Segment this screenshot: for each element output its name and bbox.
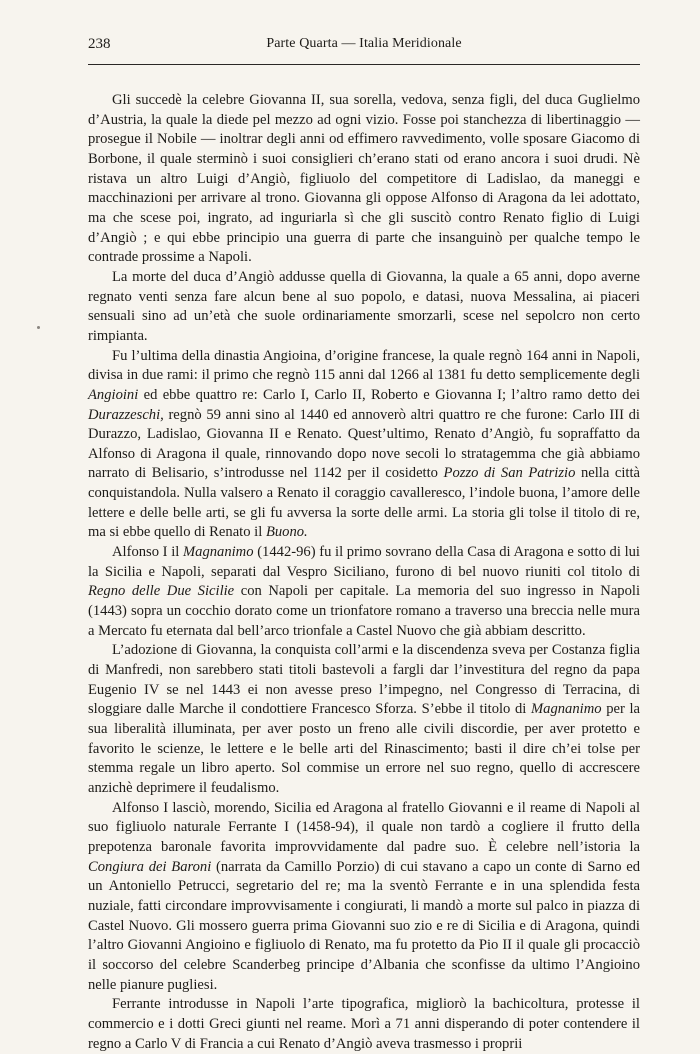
paragraph: La morte del duca d’Angiò addusse quella di Giovanna, la quale a 65 anni, dopo averne regnato venti senza fare alcun bene al suo popolo, e datasi, nuova Messalina, ai piaceri sensuali sino ad un’età che suole ordinariamente smorzarli, scese nel sepolcro non certo rimpianta. — [88, 268, 640, 344]
body-text — [88, 91, 640, 1054]
margin-dot — [37, 326, 40, 329]
page-header — [88, 36, 640, 58]
text-run: Alfonso I il — [112, 544, 183, 561]
text-run: (narrata da Camillo Porzio) di cui stavano a capo un conte di Sarno ed un Antoniello Petrucci, segretario del re; ma la sventò Ferrante e in una splendida festa nuziale, fatti circondare improvvisamente i congiurati, li mandò a morte sul palco in piazza di Castel Nuovo. Gli mossero guerra prima Giovanni suo zio e re di Sicilia e di Aragona, quindi l’altro Giovanni Angioino e figliuolo di Renato, ma fu protetto da Pio II il quale gli procacciò il soccorso del celebre Scanderbeg principe d’Albania che sconfisse da ultimo l’Angioino nelle pianure pugliesi. — [88, 858, 641, 993]
italic-run: Congiura dei Baroni — [88, 858, 212, 875]
paragraph: Ferrante introdusse in Napoli l’arte tipografica, migliorò la bachicoltura, protesse il commercio e i dotti Greci giunti nel reame. Morì a 71 anni disperando di poter contendere il regno a Carlo V di Francia a cui Renato d’Angiò aveva trasmesso i proprii — [88, 996, 640, 1052]
text-run: L’adozione di Giovanna, la conquista coll’armi e la discendenza sveva per Costanza figlia di Manfredi, non sarebbero stati titoli bastevoli a fargli dar l’investitura del regno da papa Eugenio IV se nel 1443 ei non avesse preso l’impegno, nel Congresso di Terracina, di sloggiare dalle Marche il condottiere Francesco Sforza. S’ebbe il titolo di — [88, 642, 640, 718]
text-run: per la sua liberalità illuminata, per aver posto un freno alle civili discordie, per aver protetto e favorito le scienze, le lettere e le belle arti del Rinascimento; basti il dire ch’ei tolse per stemma regale un libro aperto. Sol commise un errore nel suo regno, quello di accrescere anzichè deprimere il feudalismo. — [88, 701, 641, 796]
italic-run: Regno delle Due Sicilie — [88, 583, 235, 600]
text-run: regnò 59 anni sino al 1440 ed annoverò altri quattro re che furone: Carlo III di Durazzo, Ladislao, Giovanna II e Renato. Quest’ultimo, Renato d’Angiò, fu sopraffatto da Alfonso di Aragona il quale, rinnovando dopo nove secoli lo stratagemma che già abbiamo narrato di Belisario, s’introdusse nel 1142 per il cosidetto — [88, 406, 640, 482]
text-run: (1442-96) fu il primo sovrano della Casa di Aragona e sotto di lui la Sicilia e Napoli, separati dal Vespro Siciliano, furono di bel nuovo riuniti col titolo di — [88, 544, 640, 580]
italic-run: Durazzeschi, — [88, 406, 164, 423]
text-run: con Napoli per capitale. La memoria del suo ingresso in Napoli (1443) sopra un cocchio dorato come un trionfatore romano a traverso una breccia nelle mura a Mercato fu eternata dal bell’arco trionfale a Castel Nuovo che già abbiam descritto. — [88, 583, 640, 639]
italic-run: Magnanimo — [531, 701, 602, 718]
italic-run: Angioini — [88, 386, 139, 403]
text-run: Fu l’ultima della dinastia Angioina, d’origine francese, la quale regnò 164 anni in Napoli, divisa in due rami: il primo che regnò 115 anni dal 1266 al 1381 fu detto semplicemente degli — [88, 347, 640, 384]
paragraph — [88, 799, 640, 996]
paragraph — [88, 543, 640, 641]
text-run: Alfonso I lasciò, morendo, Sicilia ed Aragona al fratello Giovanni e il reame di Napoli al suo figliuolo naturale Ferrante I (1458-94), il quale non tardò a cogliere il frutto della prepotenza baronale favorita improvvidamente dal padre suo. È celebre nell’istoria la — [88, 799, 640, 855]
paragraph: Gli succedè la celebre Giovanna II, sua sorella, vedova, senza figli, del duca Guglielmo d’Austria, la quale la diede pel mezzo ad ogni vizio. Fosse poi stanchezza di libertinaggio — prosegue il Nobile — inoltrar degli anni od effimero ravvedimento, volle sposare Giacomo di Borbone, il quale sterminò i suoi consiglieri ch’erano stati od erano ancora i suoi drudi. Nè ristava un altro Luigi d’Angiò, figliuolo del competitore di Ladislao, da maneggi e macchinazioni per arrivare al trono. Giovanna gli oppose Alfonso di Aragona da lei adottato, ma che scese poi, ingrato, ad inguriarla sì che gli suscitò contro Renato figlio di Luigi d’Angiò ; e qui ebbe principio una guerra di parte che insanguinò per qualche tempo le contrade prossime a Napoli. — [88, 92, 640, 266]
paragraph — [88, 347, 640, 544]
text-run: ed ebbe quattro re: Carlo I, Carlo II, Roberto e Giovanna I; l’altro ramo detto dei — [138, 386, 640, 403]
italic-run: Pozzo di San Patrizio — [443, 465, 576, 482]
text-run: nella città conquistandola. Nulla valsero a Renato il coraggio cavalleresco, l’indole buona, l’amore delle lettere e delle belle arti, se gli fu avversa la sorte delle armi. La storia gli tolse il titolo di re, ma si ebbe quello di Renato il — [88, 465, 640, 541]
page-number: 238 — [88, 36, 111, 52]
running-title: Parte Quarta — Italia Meridionale — [266, 36, 462, 51]
paragraph — [88, 641, 640, 798]
italic-run: Magnanimo — [182, 544, 254, 561]
header-rule — [88, 64, 640, 65]
italic-run: Buono. — [265, 524, 308, 541]
